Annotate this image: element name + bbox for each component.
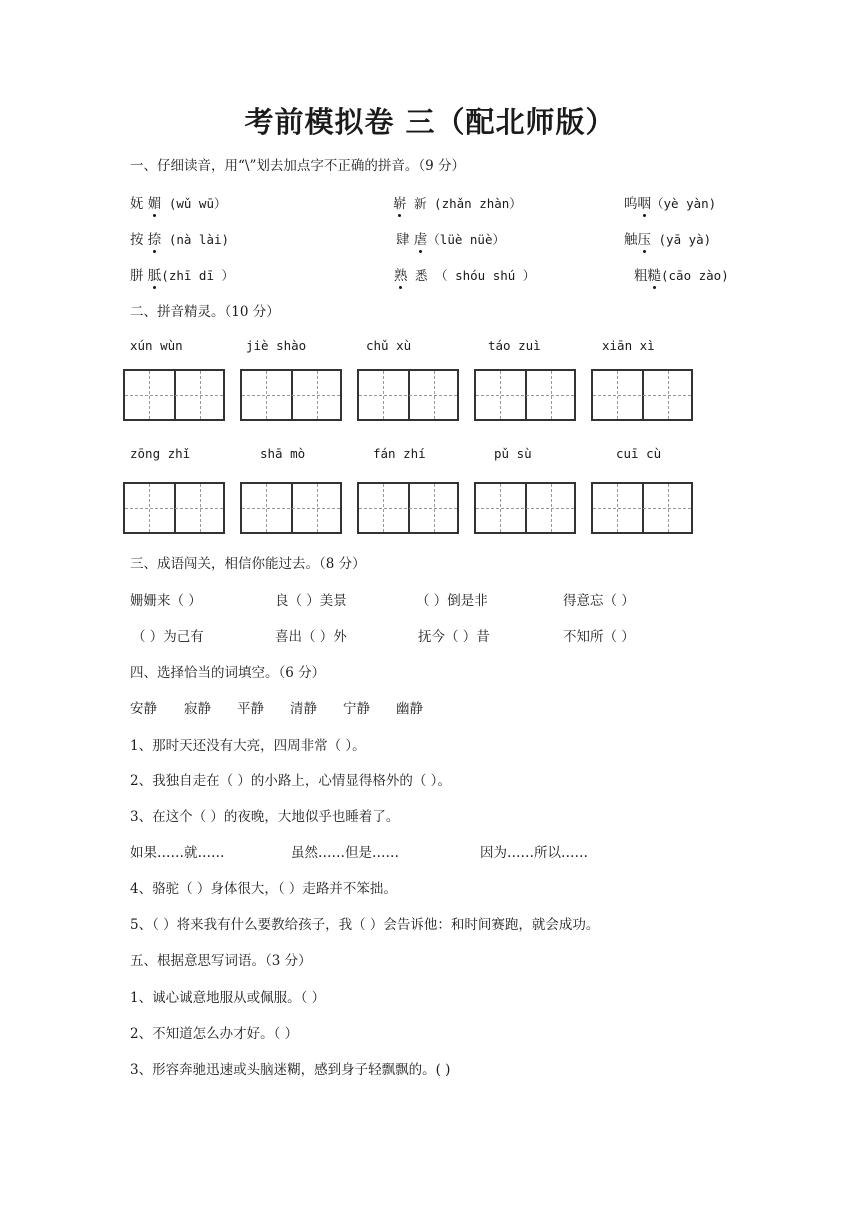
pinyin-item: 粗糙(cāo zào): [634, 264, 729, 284]
question-line: 5、（ ）将来我有什么要教给孩子，我（ ）会告诉他：和时间赛跑，就会成功。: [130, 917, 600, 933]
tianzige-box[interactable]: [123, 482, 225, 534]
tianzige-box[interactable]: [123, 369, 225, 421]
tianzige-box[interactable]: [591, 482, 693, 534]
question-line: 1、那时天还没有大亮，四周非常（ ）。: [130, 738, 366, 754]
question-line: 4、骆驼（ ）身体很大，（ ）走路并不笨拙。: [130, 881, 397, 897]
idiom-blank[interactable]: 姗姗来（ ）: [130, 593, 202, 609]
pinyin-prompt: chǔ xù: [366, 338, 412, 353]
page-title: 考前模拟卷 三（配北师版）: [244, 105, 616, 139]
section-2-heading: 二、拼音精灵。（10 分）: [130, 304, 280, 320]
conjunction-option: 如果……就……: [130, 845, 225, 861]
pinyin-prompt: xiān xì: [602, 338, 655, 353]
pinyin-prompt: xún wùn: [130, 338, 183, 353]
idiom-blank[interactable]: 抚今（ ）昔: [418, 629, 490, 645]
word-option: 寂静: [184, 701, 211, 717]
pinyin-item: 肆 虐（lüè nüè）: [396, 228, 505, 248]
section-1-heading: 一、仔细读音，用“\”划去加点字不正确的拼音。（9 分）: [130, 158, 465, 174]
word-option: 安静: [130, 701, 157, 717]
question-line: 3、形容奔驰迅速或头脑迷糊，感到身子轻飘飘的。( ): [130, 1062, 451, 1078]
conjunction-option: 因为……所以……: [480, 845, 588, 861]
tianzige-box[interactable]: [591, 369, 693, 421]
pinyin-prompt: shā mò: [260, 446, 306, 461]
tianzige-box[interactable]: [357, 369, 459, 421]
tianzige-box[interactable]: [474, 482, 576, 534]
tianzige-box[interactable]: [240, 369, 342, 421]
pinyin-item: 熟 悉 （ shóu shú ）: [394, 264, 535, 284]
idiom-blank[interactable]: （ ）为己有: [132, 629, 204, 645]
pinyin-item: 按 捺 (nà lài): [130, 228, 229, 248]
word-option: 幽静: [396, 701, 423, 717]
idiom-blank[interactable]: （ ）倒是非: [416, 593, 488, 609]
tianzige-box[interactable]: [240, 482, 342, 534]
section-3-heading: 三、成语闯关，相信你能过去。（8 分）: [130, 556, 366, 572]
pinyin-prompt: pǔ sù: [494, 446, 532, 461]
pinyin-item: 呜咽（yè yàn): [624, 192, 716, 212]
word-option: 宁静: [343, 701, 370, 717]
pinyin-prompt: jiè shào: [246, 338, 307, 353]
section-4-heading: 四、选择恰当的词填空。（6 分）: [130, 665, 326, 681]
word-option: 平静: [237, 701, 264, 717]
pinyin-item: 妩 媚 (wǔ wū）: [130, 192, 226, 212]
idiom-blank[interactable]: 不知所（ ）: [563, 629, 635, 645]
pinyin-item: 崭 新 (zhǎn zhàn）: [393, 192, 522, 212]
idiom-blank[interactable]: 良（ ）美景: [275, 593, 347, 609]
question-line: 3、在这个（ ）的夜晚，大地似乎也睡着了。: [130, 809, 400, 825]
question-line: 2、不知道怎么办才好。（ ）: [130, 1026, 299, 1042]
tianzige-box[interactable]: [474, 369, 576, 421]
idiom-blank[interactable]: 喜出（ ）外: [275, 629, 347, 645]
pinyin-item: 触压 (yā yà): [624, 228, 711, 248]
pinyin-prompt: zōng zhǐ: [130, 446, 191, 461]
question-line: 2、我独自走在（ ）的小路上，心情显得格外的（ ）。: [130, 773, 451, 789]
tianzige-box[interactable]: [357, 482, 459, 534]
section-5-heading: 五、根据意思写词语。（3 分）: [130, 953, 312, 969]
word-option: 清静: [290, 701, 317, 717]
idiom-blank[interactable]: 得意忘（ ）: [563, 593, 635, 609]
pinyin-prompt: fán zhí: [373, 446, 426, 461]
question-line: 1、诚心诚意地服从或佩服。（ ）: [130, 990, 326, 1006]
pinyin-item: 胼 胝(zhī dī ）: [130, 264, 234, 284]
pinyin-prompt: cuī cù: [616, 446, 662, 461]
conjunction-option: 虽然……但是……: [291, 845, 399, 861]
pinyin-prompt: táo zuì: [488, 338, 541, 353]
